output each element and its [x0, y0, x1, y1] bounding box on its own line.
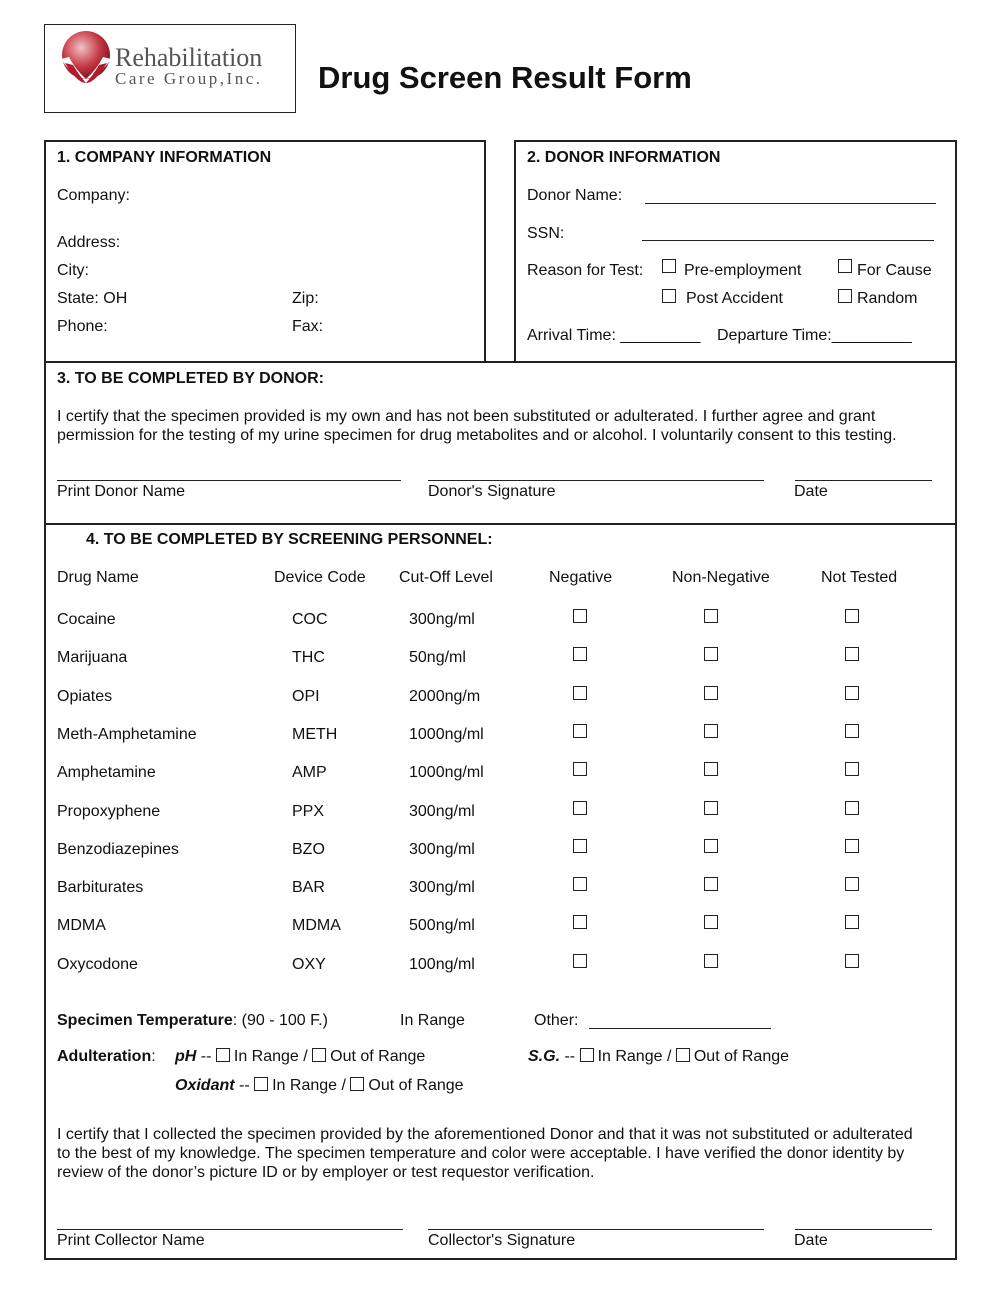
- col-header-not-tested: Not Tested: [821, 569, 898, 586]
- collector-statement-line1: I certify that I collected the specimen provided by the aforementioned Donor and that it was not substituted or adulterated: [57, 1126, 913, 1143]
- city-label: City:: [57, 262, 89, 279]
- oxidant-out-of-range-checkbox[interactable]: [350, 1077, 364, 1091]
- drug-name: Barbiturates: [57, 879, 144, 896]
- non-negative-checkbox[interactable]: [704, 954, 718, 968]
- col-header-drug-name: Drug Name: [57, 569, 139, 586]
- ssn-label: SSN:: [527, 225, 565, 242]
- device-code: THC: [292, 649, 325, 666]
- donor-cert-heading: 3. TO BE COMPLETED BY DONOR:: [57, 370, 324, 387]
- donor-statement-line1: I certify that the specimen provided is my own and has not been substituted or adulterated. I further agree and grant: [57, 408, 876, 425]
- ph-dash: --: [196, 1048, 216, 1065]
- device-code: BZO: [292, 841, 325, 858]
- logo-name-line1: Rehabilitation: [115, 43, 263, 72]
- random-label: Random: [857, 290, 918, 307]
- random-checkbox[interactable]: [838, 289, 852, 303]
- company-label: Company:: [57, 187, 130, 204]
- negative-checkbox[interactable]: [573, 686, 587, 700]
- for-cause-checkbox[interactable]: [838, 259, 852, 273]
- negative-checkbox[interactable]: [573, 839, 587, 853]
- not-tested-checkbox[interactable]: [845, 647, 859, 661]
- adulteration: [57, 1048, 156, 1066]
- non-negative-checkbox[interactable]: [704, 877, 718, 891]
- other-label: Other:: [534, 1012, 579, 1029]
- reason-label: Reason for Test:: [527, 262, 644, 279]
- cutoff-level: 300ng/ml: [409, 879, 475, 896]
- device-code: OXY: [292, 956, 326, 973]
- negative-checkbox[interactable]: [573, 954, 587, 968]
- oxidant-label: Oxidant: [175, 1077, 235, 1094]
- ph-in-range-checkbox[interactable]: [216, 1048, 230, 1062]
- not-tested-checkbox[interactable]: [845, 877, 859, 891]
- post-accident-label: Post Accident: [686, 290, 783, 307]
- fax-label: Fax:: [292, 318, 324, 335]
- page-title: Drug Screen Result Form: [318, 60, 692, 95]
- non-negative-checkbox[interactable]: [704, 801, 718, 815]
- cutoff-level: 500ng/ml: [409, 917, 475, 934]
- collector-date-line[interactable]: [795, 1229, 932, 1230]
- logo-emblem-icon: [57, 29, 115, 87]
- drug-name: Oxycodone: [57, 956, 138, 973]
- sg-in-range-checkbox[interactable]: [580, 1048, 594, 1062]
- cutoff-level: 300ng/ml: [409, 611, 475, 628]
- device-code: METH: [292, 726, 338, 743]
- ph-out-of-range-label: Out of Range: [330, 1048, 426, 1065]
- donor-statement-line2: permission for the testing of my urine specimen for drug metabolites and or alcohol. I voluntarily consent to this testing.: [57, 427, 897, 444]
- drug-name: Amphetamine: [57, 764, 156, 781]
- oxidant-dash: --: [234, 1077, 255, 1094]
- state-label: State: OH: [57, 290, 128, 307]
- device-code: AMP: [292, 764, 327, 781]
- screening-heading: 4. TO BE COMPLETED BY SCREENING PERSONNEL:: [86, 531, 493, 548]
- drug-name: Opiates: [57, 688, 113, 705]
- donor-name-line[interactable]: [645, 203, 936, 204]
- cutoff-level: 300ng/ml: [409, 841, 475, 858]
- oxidant-in-range-checkbox[interactable]: [254, 1077, 268, 1091]
- cutoff-level: 1000ng/ml: [409, 726, 484, 743]
- ph-out-of-range-checkbox[interactable]: [312, 1048, 326, 1062]
- other-line[interactable]: [589, 1028, 771, 1029]
- not-tested-checkbox[interactable]: [845, 686, 859, 700]
- donor-date-line[interactable]: [795, 480, 932, 481]
- drug-name: MDMA: [57, 917, 106, 934]
- pre-employment-checkbox[interactable]: [662, 259, 676, 273]
- specimen-temperature-label: Specimen Temperature: [57, 1012, 233, 1029]
- print-donor-name-label: Print Donor Name: [57, 483, 186, 500]
- logo-name-line2: Care Group,Inc.: [115, 69, 263, 88]
- cutoff-level: 1000ng/ml: [409, 764, 484, 781]
- sg-label: S.G.: [528, 1048, 561, 1065]
- temperature-in-range: In Range: [400, 1012, 465, 1029]
- collector-signature-line[interactable]: [428, 1229, 764, 1230]
- zip-label: Zip:: [292, 290, 319, 307]
- non-negative-checkbox[interactable]: [704, 609, 718, 623]
- negative-checkbox[interactable]: [573, 801, 587, 815]
- drug-name: Benzodiazepines: [57, 841, 179, 858]
- device-code: PPX: [292, 803, 325, 820]
- cutoff-level: 100ng/ml: [409, 956, 475, 973]
- temperature-range: : (90 - 100 F.): [232, 1012, 328, 1029]
- for-cause-label: For Cause: [857, 262, 932, 279]
- cutoff-level: 50ng/ml: [409, 649, 466, 666]
- non-negative-checkbox[interactable]: [704, 915, 718, 929]
- print-collector-name-label: Print Collector Name: [57, 1232, 205, 1249]
- ssn-line[interactable]: [642, 240, 934, 241]
- phone-label: Phone:: [57, 318, 108, 335]
- not-tested-checkbox[interactable]: [845, 762, 859, 776]
- non-negative-checkbox[interactable]: [704, 686, 718, 700]
- adulteration-label: Adulteration: [57, 1048, 152, 1065]
- logo-box: [44, 24, 296, 113]
- collector-name-line[interactable]: [57, 1229, 403, 1230]
- negative-checkbox[interactable]: [573, 762, 587, 776]
- collector-date-label: Date: [794, 1232, 828, 1249]
- sg-in-range-label: In Range /: [597, 1048, 672, 1065]
- drug-name: Cocaine: [57, 611, 116, 628]
- device-code: MDMA: [292, 917, 341, 934]
- cutoff-level: 2000ng/m: [409, 688, 481, 705]
- device-code: BAR: [292, 879, 325, 896]
- donor-name-label: Donor Name:: [527, 187, 623, 204]
- donor-date-label: Date: [794, 483, 828, 500]
- collector-signature-label: Collector's Signature: [428, 1232, 576, 1249]
- col-header-non-negative: Non-Negative: [672, 569, 770, 586]
- not-tested-checkbox[interactable]: [845, 954, 859, 968]
- negative-checkbox[interactable]: [573, 877, 587, 891]
- col-header-negative: Negative: [549, 569, 613, 586]
- oxidant-row: [175, 1077, 464, 1095]
- departure-time-label: Departure Time:_________: [717, 327, 912, 344]
- device-code: OPI: [292, 688, 320, 705]
- not-tested-checkbox[interactable]: [845, 801, 859, 815]
- donor-name-signature-line[interactable]: [57, 480, 401, 481]
- drug-name: Propoxyphene: [57, 803, 161, 820]
- address-label: Address:: [57, 234, 121, 251]
- negative-checkbox[interactable]: [573, 609, 587, 623]
- non-negative-checkbox[interactable]: [704, 724, 718, 738]
- sg-dash: --: [560, 1048, 580, 1065]
- oxidant-in-range-label: In Range /: [272, 1077, 346, 1094]
- adulteration-colon: :: [151, 1048, 156, 1065]
- negative-checkbox[interactable]: [573, 915, 587, 929]
- ph-row: [175, 1048, 425, 1066]
- not-tested-checkbox[interactable]: [845, 839, 859, 853]
- non-negative-checkbox[interactable]: [704, 839, 718, 853]
- company-heading: 1. COMPANY INFORMATION: [57, 149, 272, 166]
- collector-statement-line3: review of the donor’s picture ID or by employer or test requestor verification.: [57, 1164, 595, 1181]
- sg-out-of-range-checkbox[interactable]: [676, 1048, 690, 1062]
- col-header-cutoff-level: Cut-Off Level: [399, 569, 493, 586]
- drug-name: Meth-Amphetamine: [57, 726, 197, 743]
- donor-signature-label: Donor's Signature: [428, 483, 556, 500]
- non-negative-checkbox[interactable]: [704, 647, 718, 661]
- donor-heading: 2. DONOR INFORMATION: [527, 149, 721, 166]
- sg-out-of-range-label: Out of Range: [693, 1048, 790, 1065]
- negative-checkbox[interactable]: [573, 724, 587, 738]
- not-tested-checkbox[interactable]: [845, 915, 859, 929]
- ph-label: pH: [175, 1048, 197, 1065]
- not-tested-checkbox[interactable]: [845, 609, 859, 623]
- collector-statement-line2: to the best of my knowledge. The specimen temperature and color were acceptable. I have verified the donor identity by: [57, 1145, 905, 1162]
- arrival-time-label: Arrival Time: _________: [527, 327, 701, 344]
- drug-name: Marijuana: [57, 649, 128, 666]
- donor-signature-line[interactable]: [428, 480, 764, 481]
- oxidant-out-of-range-label: Out of Range: [368, 1077, 464, 1094]
- specimen-temperature: [57, 1012, 328, 1030]
- col-header-device-code: Device Code: [274, 569, 366, 586]
- pre-employment-label: Pre-employment: [684, 262, 802, 279]
- device-code: COC: [292, 611, 328, 628]
- not-tested-checkbox[interactable]: [845, 724, 859, 738]
- ph-in-range-label: In Range /: [233, 1048, 308, 1065]
- sg-row: [528, 1048, 789, 1066]
- cutoff-level: 300ng/ml: [409, 803, 475, 820]
- post-accident-checkbox[interactable]: [662, 289, 676, 303]
- negative-checkbox[interactable]: [573, 647, 587, 661]
- non-negative-checkbox[interactable]: [704, 762, 718, 776]
